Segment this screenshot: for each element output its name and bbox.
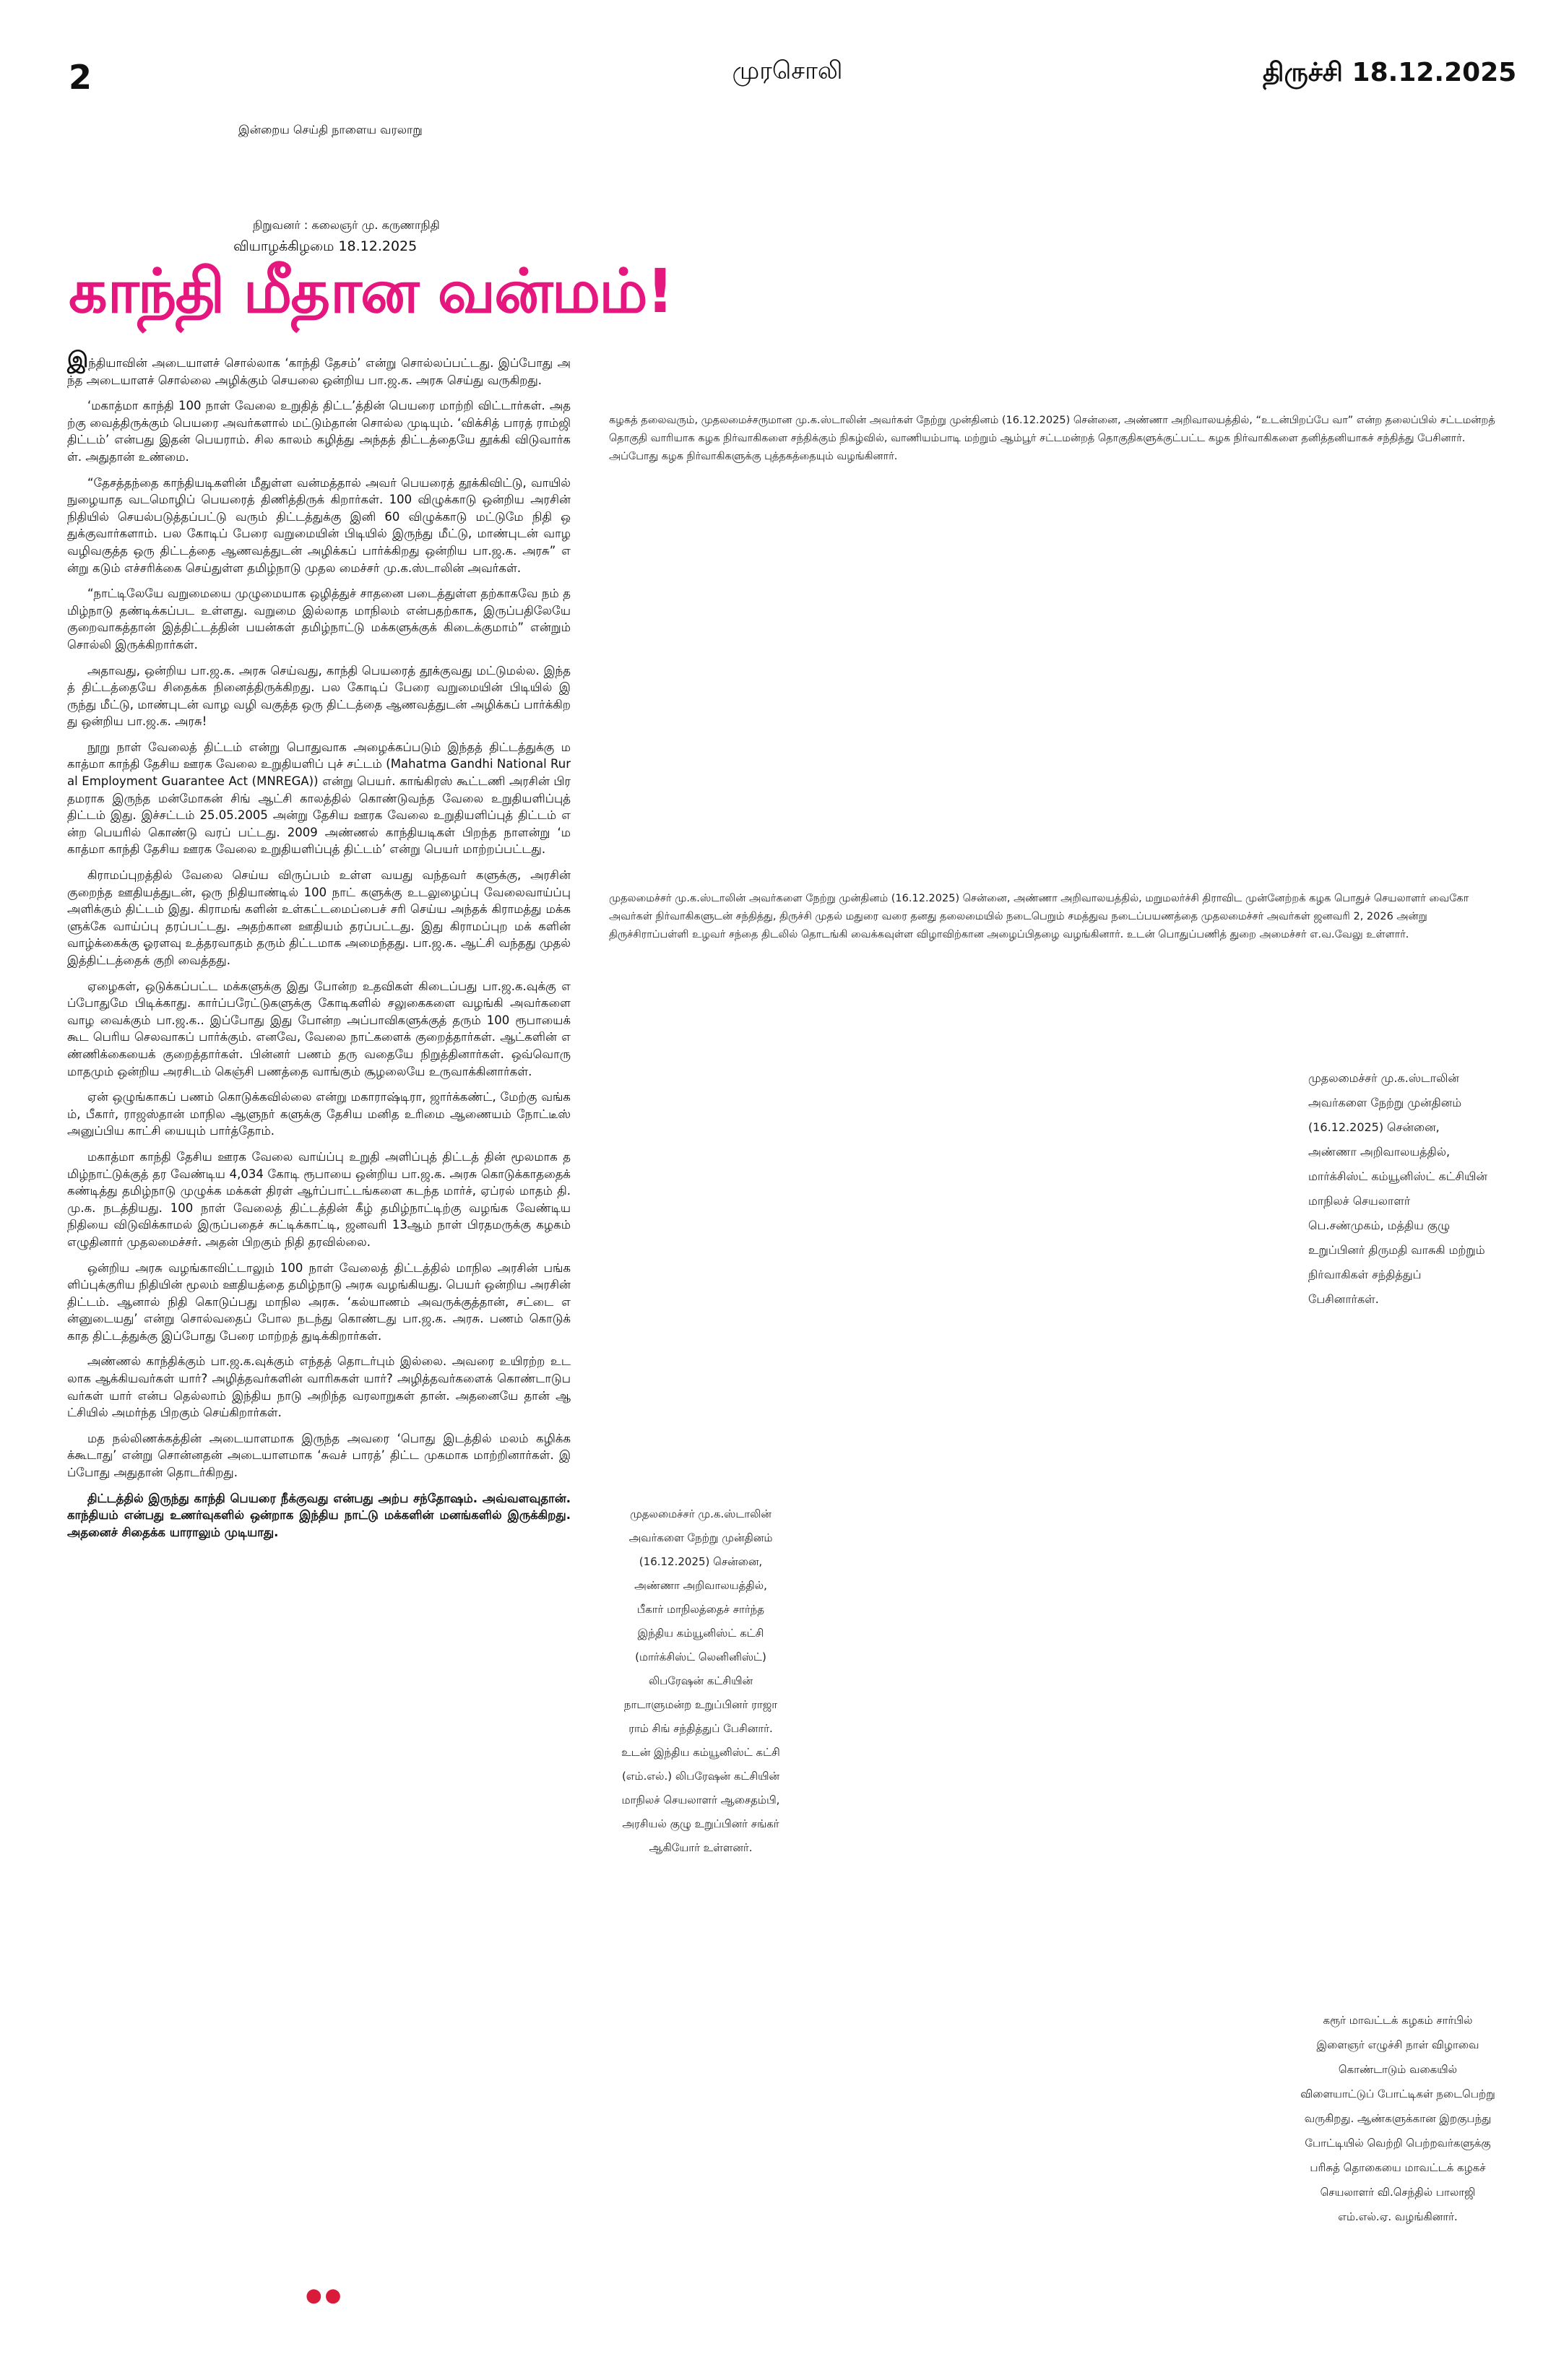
editorial-dateline: வியாழக்கிழமை 18.12.2025 bbox=[233, 238, 418, 254]
article-paragraph: ஏழைகள், ஒடுக்கப்பட்ட மக்களுக்கு இது போன்ற உதவிகள் கிடைப்பது பா.ஜ.க.வுக்கு எப்போதுமே பிடிக்காது. கார்ப்பரேட்டுகளுக்கு கோடிகளில் சலுகைகளை வழங்கி அவர்களை வாழ வைக்கும் பா.ஜ.க.. இப்போது இது போன்ற அப்பாவிகளுக்குத் தரும் 100 ரூபாயைக் கூட பெரிய செலவாகப் பார்க்கும். எனவே, வேலை நாட்களைக் குறைத்தார்கள். ஆட்களின் எண்ணிக்கையைக் குறைத்தார்கள். பின்னர் பணம் தரு வதையே நிறுத்தினார்கள். ஒவ்வொரு மாதமும் ஒன்றிய அரசிடம் கெஞ்சி பணத்தை வாங்கும் சூழலையே உருவாக்கினார்கள். bbox=[67, 979, 571, 1078]
article-paragraph: ஒன்றிய அரசு வழங்காவிட்டாலும் 100 நாள் வேலைத் திட்டத்தில் மாநில அரசின் பங்களிப்புக்குரிய நிதியின் மூலம் ஊதியத்தை தமிழ்நாடு அரசு வழங்கியது. பெயர் ஒன்றிய அரசின் திட்டம். ஆனால் நிதி கொடுப்பது மாநில அரசு. ‘கல்யாணம் அவருக்குத்தான், சட்டை என்னுடையது’ என்று சொல்வதைப் போல நடந்து கொண்டது பா.ஜ.க. அரசு. பணம் கொடுக் காத திட்டத்துக்கு இப்போது பேரை மாற்றத் துடிக்கிறார்கள். bbox=[67, 1260, 571, 1343]
photo-caption-3: முதலமைச்சர் மு.க.ஸ்டாலின் அவர்களை நேற்று முன்தினம் (16.12.2025) சென்னை, அண்ணா அறிவாலயத்தில், மார்க்சிஸ்ட் கம்யூனிஸ்ட் கட்சியின் மாநிலச் செயலாளர் பெ.சண்முகம், மத்திய குழு உறுப்பினர் திருமதி வாசுகி மற்றும் நிர்வாகிகள் சந்தித்துப் பேசினார்கள். bbox=[1308, 1071, 1487, 1306]
article-paragraph: அண்ணல் காந்திக்கும் பா.ஜ.க.வுக்கும் எந்தத் தொடர்பும் இல்லை. அவரை உயிரற்ற உடலாக ஆக்கியவர்கள் யார்? அழித்தவர்களின் வாரிசுகள் யார்? அழித்தவர்களைக் கொண்டாடுபவர்கள் யார் என்ப தெல்லாம் இந்திய நாடு அறிந்த வரலாறுகள் தான். அதனையே தான் ஆட்சியில் அமர்ந்த பிறகும் செய்கிறார்கள். bbox=[67, 1354, 571, 1420]
article-paragraph: ஏன் ஒழுங்காகப் பணம் கொடுக்கவில்லை என்று மகாராஷ்டிரா, ஜார்க்கண்ட், மேற்கு வங்கம், பீகார், ராஜஸ்தான் மாநில ஆளுநர் களுக்கு தேசிய மனித உரிமை ஆணையம் நோட்டீஸ் அனுப்பிய காட்சி யையும் பார்த்தோம். bbox=[67, 1090, 571, 1138]
edition-name: திருச்சி bbox=[1263, 58, 1343, 87]
page-number: 2 bbox=[69, 58, 92, 97]
photo-caption-5: கரூர் மாவட்டக் கழகம் சார்பில் இளைஞர் எழுச்சி நாள் விழாவை கொண்டாடும் வகையில் விளையாட்டுப் போட்டிகள் நடைபெற்று வருகிறது. ஆண்களுக்கான இறகுபந்து போட்டியில் வெற்றி பெற்றவர்களுக்கு பரிசுத் தொகையை மாவட்டக் கழகச் செயலாளர் வி.செந்தில் பாலாஜி எம்.எல்.ஏ. வழங்கினார். bbox=[1300, 2014, 1495, 2223]
article-paragraph: இந்தியாவின் அடையாளச் சொல்லாக ‘காந்தி தேசம்’ என்று சொல்லப்பட்டது. இப்போது அந்த அடையாளச் சொல்லை அழிக்கும் செயலை ஒன்றிய பா.ஜ.க. அரசு செய்து வருகிறது. bbox=[67, 347, 571, 387]
photo-caption-1: கழகத் தலைவரும், முதலமைச்சருமான மு.க.ஸ்டாலின் அவர்கள் நேற்று முன்தினம் (16.12.2025) சென்னை, அண்ணா அறிவாலயத்தில், “உடன்பிறப்பே வா” என்ற தலைப்பில் சட்டமன்றத் தொகுதி வாரியாக கழக நிர்வாகிகளை சந்திக்கும் நிகழ்வில், வாணியம்பாடி மற்றும் ஆம்பூர் சட்டமன்றத் தொகுதிகளுக்குட்பட்ட கழக நிர்வாகிகளை தனித்தனியாகச் சந்தித்து பேசினார். அப்போது கழக நிர்வாகிகளுக்கு புத்தகத்தையும் வழங்கினார். bbox=[609, 415, 1495, 462]
article-paragraph: “நாட்டிலேயே வறுமையை முழுமையாக ஒழித்துச் சாதனை படைத்துள்ள தற்காகவே நம் தமிழ்நாடு தண்டிக்கப்பட உள்ளது. வறுமை இல்லாத மாநிலம் என்பதற்காக, இருப்பதிலேயே குறைவாகத்தான் இத்திட்டத்தின் பயன்கள் தமிழ்நாட்டு மக்களுக்குக் கிடைக்குமாம்” என்றும் சொல்லி இருக்கிறார்கள். bbox=[67, 587, 571, 652]
founder-line: நிறுவனர் : கலைஞர் மு. கருணாநிதி bbox=[253, 218, 440, 232]
article-paragraph: ‘மகாத்மா காந்தி 100 நாள் வேலை உறுதித் திட்ட’த்தின் பெயரை மாற்றி விட்டார்கள். அதற்கு வைத்திருக்கும் பெயரை அவர்களால் மட்டும்தான் சொல்ல முடியும். ‘விக்சித் பாரத் ராம்ஜி திட்டம்’ என்பது இதன் பெயராம். சில காலம் கழித்து அந்தத் திட்டத்தையே தூக்கி விடுவார்கள். அதுதான் உண்மை. bbox=[67, 399, 571, 464]
masthead-title: முரசொலி bbox=[732, 56, 843, 85]
article-paragraph: கிராமப்புறத்தில் வேலை செய்ய விருப்பம் உள்ள வயது வந்தவர் களுக்கு, அரசின் குறைந்த ஊதியத்துடன், ஒரு நிதியாண்டில் 100 நாட் களுக்கு உடலுழைப்பு வேலைவாய்ப்பு அளிக்கும் திட்டம் இது. கிராமங் களின் உள்கட்டமைப்பைச் சரி செய்ய அந்தக் கிராமத்து மக்களுக்கே வாய்ப்பு தரப்பட்டது. அதற்கான ஊதியம் தரப்பட்டது. இது கிராமப்புற மக் களின் வாழ்க்கைக்கு ஓரளவு உத்தரவாதம் தரும் திட்டமாக அமைந்தது. பா.ஜ.க. ஆட்சி வந்தது முதல் இத்திட்டத்தைக் குறி வைத்தது. bbox=[67, 868, 571, 967]
article-paragraph: மத நல்லிணக்கத்தின் அடையாளமாக இருந்த அவரை ‘பொது இடத்தில் மலம் கழிக்கக்கூடாது’ என்று சொன்னதன் அடையாளமாக ‘சுவச் பாரத்’ திட்ட முகமாக மாற்றினார்கள். இப்போது அதுதான் தொடர்கிறது. bbox=[67, 1431, 571, 1480]
photo-caption-4: முதலமைச்சர் மு.க.ஸ்டாலின் அவர்களை நேற்று முன்தினம் (16.12.2025) சென்னை, அண்ணா அறிவாலயத்தில், பீகார் மாநிலத்தைச் சார்ந்த இந்திய கம்யூனிஸ்ட் கட்சி (மார்க்சிஸ்ட் லெனினிஸ்ட்) லிபரேஷன் கட்சியின் நாடாளுமன்ற உறுப்பினர் ராஜா ராம் சிங் சந்தித்துப் பேசினார். உடன் இந்திய கம்யூனிஸ்ட் கட்சி (எம்.எல்.) லிபரேஷன் கட்சியின் மாநிலச் செயலாளர் ஆசைதம்பி, அரசியல் குழு உறுப்பினர் சங்கர் ஆகியோர் உள்ளனர். bbox=[621, 1507, 780, 1854]
article-paragraph: அதாவது, ஒன்றிய பா.ஜ.க. அரசு செய்வது, காந்தி பெயரைத் தூக்குவது மட்டுமல்ல. இந்தத் திட்டத்தையே சிதைக்க நினைத்திருக்கிறது. பல கோடிப் பேரை வறுமையின் பிடியில் இருந்து மீட்டு, மாண்புடன் வாழ வழி வகுத்த ஒரு திட்டத்தை ஆணவத்துடன் அழிக்கப் பார்க்கிறது ஒன்றிய பா.ஜ.க. அரசு! bbox=[67, 663, 571, 729]
article-paragraph: மகாத்மா காந்தி தேசிய ஊரக வேலை வாய்ப்பு உறுதி அளிப்புத் திட்டத் தின் மூலமாக தமிழ்நாட்டுக்குத் தர வேண்டிய 4,034 கோடி ரூபாயை ஒன்றிய பா.ஜ.க. அரசு கொடுக்காததைக் கண்டித்து தமிழ்நாடு முழுக்க மக்கள் திரள் ஆர்ப்பாட்டங்களை கடந்த மார்ச், ஏப்ரல் மாதம் தி.மு.க. நடத்தியது. 100 நாள் வேலைத் திட்டத்தின் கீழ் தமிழ்நாட்டிற்கு வழங்க வேண்டிய நிதியை விடுவிக்காமல் இருப்பதைச் சுட்டிக்காட்டி, ஜனவரி 13ஆம் நாள் பிரதமருக்கு கழகம் எழுதினார் முதலமைச்சர். அதன் பிறகும் நிதி தரவில்லை. bbox=[67, 1149, 571, 1249]
issue-date: 18.12.2025 bbox=[1352, 58, 1517, 87]
photo-caption-2: முதலமைச்சர் மு.க.ஸ்டாலின் அவர்களை நேற்று முன்தினம் (16.12.2025) சென்னை, அண்ணா அறிவாலயத்தில், மறுமலர்ச்சி திராவிட முன்னேற்றக் கழக பொதுச் செயலாளர் வைகோ அவர்கள் நிர்வாகிகளுடன் சந்தித்து, திருச்சி முதல் மதுரை வரை தனது தலைமையில் நடைபெறும் சமத்துவ நடைப்பயணத்தை முதலமைச்சர் அவர்கள் ஜனவரி 2, 2026 அன்று திருச்சிராப்பள்ளி உழவர் சந்தை திடலில் தொடங்கி வைக்கவுள்ள விழாவிற்கான அழைப்பிதழை வழங்கினார். உடன் பொதுப்பணித் துறை அமைச்சர் எ.வ.வேலு உள்ளார். bbox=[609, 893, 1469, 940]
editorial-tagline: இன்றைய செய்தி நாளைய வரலாறு bbox=[238, 123, 423, 137]
article-paragraph: நூறு நாள் வேலைத் திட்டம் என்று பொதுவாக அழைக்கப்படும் இந்தத் திட்டத்துக்கு மகாத்மா காந்தி தேசிய ஊரக வேலை உறுதியளிப் புச் சட்டம் (Mahatma Gandhi National Rural Employment Guarantee Act (MNREGA)) என்று பெயர். காங்கிரஸ் கூட்டணி அரசின் பிரதமராக இருந்த மன்மோகன் சிங் ஆட்சி காலத்தில் கொண்டுவந்த வேலை உறுதியளிப்புத் திட்டம் இது. இச்சட்டம் 25.05.2005 அன்று தேசிய ஊரக வேலை உறுதியளிப்புத் திட்டம் என்ற பெயரில் கொண்டு வரப் பட்டது. 2009 அண்ணல் காந்தியடிகள் பிறந்த நாளன்று ‘மகாத்மா காந்தி தேசிய ஊரக வேலை உறுதியளிப்புத் திட்டம்’ என்று பெயர் மாற்றப்பட்டது. bbox=[67, 740, 571, 857]
article-paragraph: “தேசத்தந்தை காந்தியடிகளின் மீதுள்ள வன்மத்தால் அவர் பெயரைத் தூக்கிவிட்டு, வாயில் நுழையாத வடமொழிப் பெயரைத் திணித்திருக் கிறார்கள். 100 விழுக்காடு ஒன்றிய அரசின் நிதியில் செயல்படுத்தப்பட்டு வரும் திட்டத்துக்கு இனி 60 விழுக்காடு மட்டுமே நிதி ஒதுக்குவார்களாம். பல கோடிப் பேரை வறுமையின் பிடியில் இருந்து மீட்டு, மாண்புடன் வாழ வழிவகுத்த ஒரு திட்டத்தை ஆணவத்துடன் அழிக்கப் பார்க்கிறது ஒன்றிய பா.ஜ.க. அரசு” என்று கடும் எச்சரிக்கை செய்துள்ள தமிழ்நாடு முதல மைச்சர் மு.க.ஸ்டாலின் அவர்கள். bbox=[67, 475, 571, 575]
editorial-article bbox=[67, 347, 571, 1549]
edition-date bbox=[1263, 58, 1516, 91]
editorial-headline: காந்தி மீதான வன்மம்! bbox=[69, 256, 673, 326]
article-paragraph-closing: திட்டத்தில் இருந்து காந்தி பெயரை நீக்குவது என்பது அற்ப சந்தோஷம். அவ்வளவுதான். காந்தியம் என்பது உணர்வுகளில் ஒன்றாக இந்திய நாட்டு மக்களின் மனங்களில் இருக்கிறது. அதனைச் சிதைக்க யாராலும் முடியாது. bbox=[67, 1491, 571, 1539]
end-mark: ●● bbox=[306, 2285, 345, 2306]
